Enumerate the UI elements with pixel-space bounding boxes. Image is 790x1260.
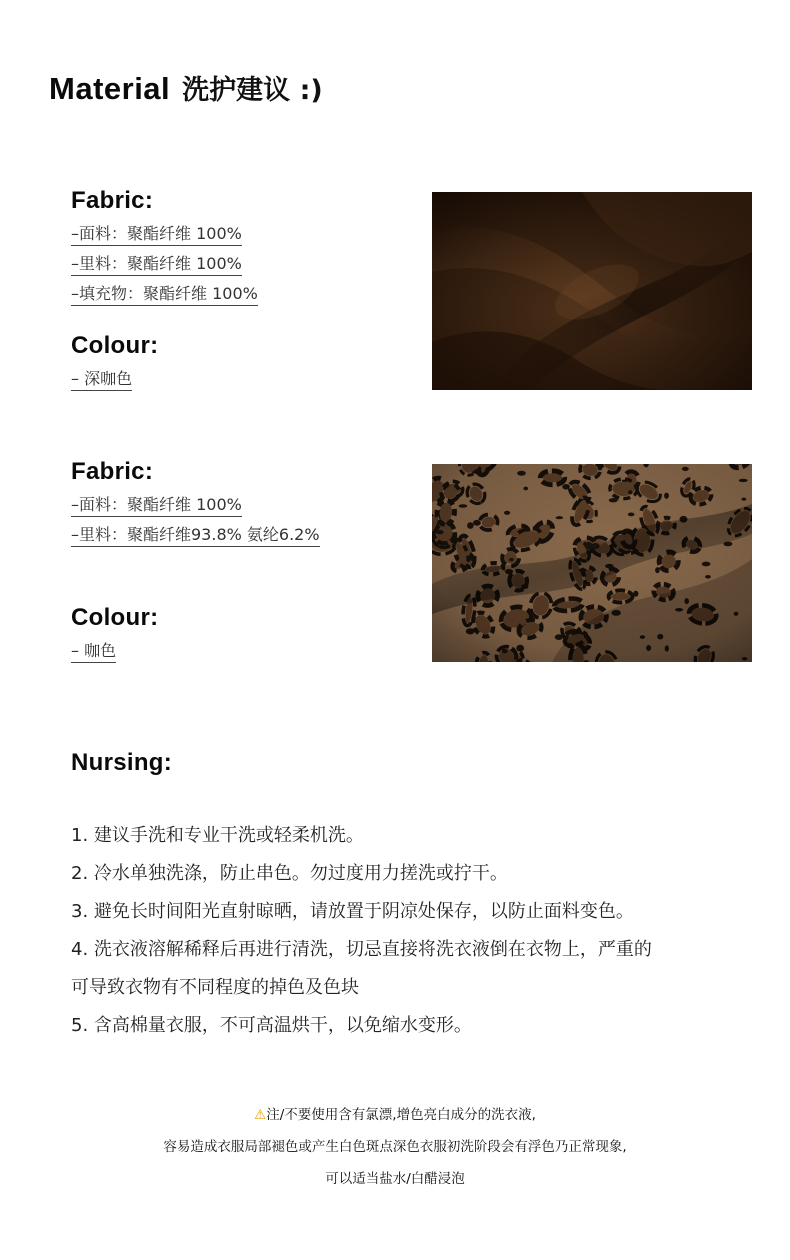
leopard-fabric-swatch (432, 464, 752, 662)
notice-line: 可以适当盐水/白醋浸泡 (325, 1171, 465, 1187)
product-2-fabric-section (71, 457, 411, 547)
notice-line (0, 1099, 790, 1131)
nursing-item: 4. 洗衣液溶解稀释后再进行清洗，切忌直接将洗衣液倒在衣物上，严重的 (71, 939, 652, 960)
dark-brown-fabric-swatch (432, 192, 752, 390)
notice-text: 注/不要使用含有氯漂,增色亮白成分的洗衣液, (266, 1107, 536, 1123)
colour-heading: Colour: (71, 332, 159, 359)
fabric-line: –填充物：聚酯纤维 100% (71, 284, 258, 306)
fabric-line: –里料：聚酯纤维93.8% 氨纶6.2% (71, 525, 320, 547)
page-title (49, 68, 323, 107)
fabric-line: –里料：聚酯纤维 100% (71, 254, 242, 276)
title-chinese: 洗护建议 :) (182, 75, 323, 106)
notice-line: 容易造成衣服局部褪色或产生白色斑点深色衣服初洗阶段会有浮色乃正常现象, (163, 1139, 627, 1155)
fabric-line: –面料：聚酯纤维 100% (71, 224, 242, 246)
fabric-line: –面料：聚酯纤维 100% (71, 495, 242, 517)
fabric-heading: Fabric: (71, 458, 154, 485)
nursing-instructions (71, 817, 751, 1045)
warning-icon: ⚠ (254, 1107, 267, 1123)
colour-value: – 深咖色 (71, 369, 132, 391)
nursing-item: 可导致衣物有不同程度的掉色及色块 (71, 977, 359, 998)
care-warning-notice (0, 1099, 790, 1195)
product-1-colour-section (71, 331, 411, 391)
nursing-item: 3. 避免长时间阳光直射晾晒，请放置于阴凉处保存，以防止面料变色。 (71, 901, 634, 922)
nursing-item: 1. 建议手洗和专业干洗或轻柔机洗。 (71, 825, 364, 846)
fabric-heading: Fabric: (71, 187, 154, 214)
nursing-item: 2. 冷水单独洗涤，防止串色。勿过度用力搓洗或拧干。 (71, 863, 508, 884)
title-english: Material (49, 71, 171, 106)
product-2-colour-section (71, 603, 411, 663)
product-1-fabric-section (71, 186, 411, 306)
colour-value: – 咖色 (71, 641, 116, 663)
nursing-heading: Nursing: (71, 749, 173, 776)
nursing-item: 5. 含高棉量衣服，不可高温烘干，以免缩水变形。 (71, 1015, 472, 1036)
colour-heading: Colour: (71, 604, 159, 631)
